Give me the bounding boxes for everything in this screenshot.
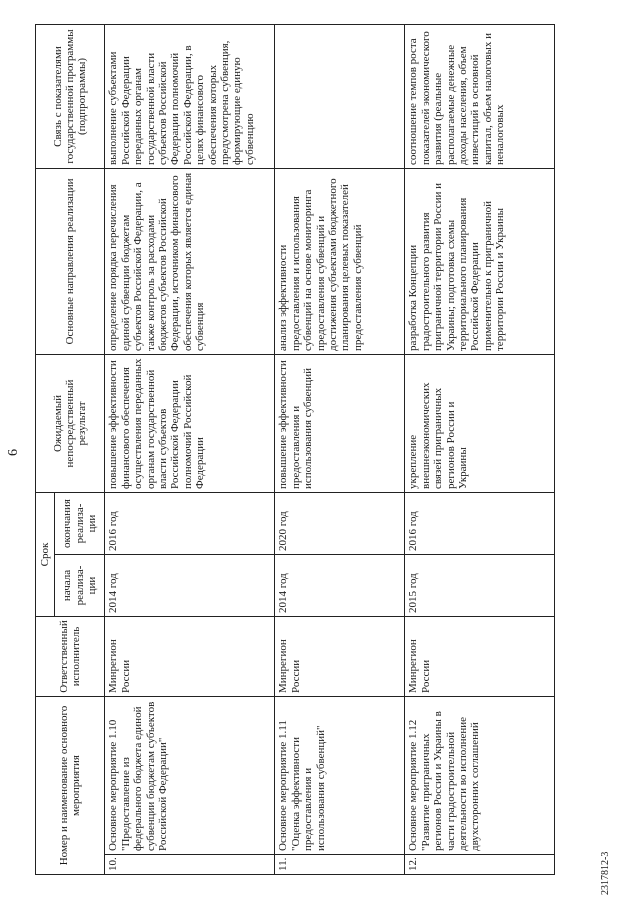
directions: анализ эффективности предоставления и использования субвенций на основе мониторинга предоставления субвенций и достижения субъектами бюджетного планирования целевых показателей предоставления субвенций bbox=[275, 169, 405, 355]
header-end: окончания реализа-ции bbox=[55, 493, 105, 555]
table-row bbox=[105, 25, 275, 875]
event-name: Основное мероприятие 1.10 "Предоставление из федерального бюджета единой субвенции бюджетам субъектов Российской Федерации" bbox=[105, 697, 275, 855]
header-link: Связь с показателями государственной программы (подпрограммы) bbox=[36, 25, 105, 169]
header-executor: Ответственный исполнитель bbox=[36, 617, 105, 697]
event-name: Основное мероприятие 1.12 "Развитие приграничных регионов России и Украины в части градостроительной деятельности во исполнение двухсторонних соглашений bbox=[405, 697, 555, 855]
page-number: 6 bbox=[6, 449, 21, 456]
end-year: 2016 год bbox=[405, 493, 555, 555]
directions: разработка Концепции градостроительного развития приграничной территории России и Украины; подготовка схемы территориального планирования Российской Федерации применительно к приграничной территории России и Украины bbox=[405, 169, 555, 355]
table-row bbox=[405, 25, 555, 875]
document-id: 2317812-3 bbox=[600, 851, 611, 895]
expected-result: повышение эффективности финансового обеспечения осуществления переданных органам государственной власти субъектов Российской Федерации полномочий Российской Федерации bbox=[105, 355, 275, 493]
header-start: начала реализа-ции bbox=[55, 555, 105, 617]
executor: Минрегион России bbox=[405, 617, 555, 697]
program-events-table bbox=[35, 24, 555, 875]
row-number: 12. bbox=[405, 855, 555, 875]
header-term: Срок bbox=[36, 493, 55, 617]
executor: Минрегион России bbox=[275, 617, 405, 697]
start-year: 2014 год bbox=[275, 555, 405, 617]
row-number: 11. bbox=[275, 855, 405, 875]
expected-result: укрепление внешнеэкономических связей приграничных регионов России и Украины bbox=[405, 355, 555, 493]
table-row bbox=[275, 25, 405, 875]
indicator-link bbox=[275, 25, 405, 169]
header-result: Ожидаемый непосредственный результат bbox=[36, 355, 105, 493]
end-year: 2020 год bbox=[275, 493, 405, 555]
directions: определение порядка перечисления единой субвенции бюджетам субъектов Российской Федерации, а также контроль за расходами бюджетов субъектов Российской Федерации, источником финансового обеспечения которых является единая субвенция bbox=[105, 169, 275, 355]
start-year: 2015 год bbox=[405, 555, 555, 617]
row-number: 10. bbox=[105, 855, 275, 875]
expected-result: повышение эффективности предоставления и использования субвенций bbox=[275, 355, 405, 493]
end-year: 2016 год bbox=[105, 493, 275, 555]
start-year: 2014 год bbox=[105, 555, 275, 617]
header-name: Номер и наименование основного мероприятия bbox=[36, 697, 105, 875]
executor: Минрегион России bbox=[105, 617, 275, 697]
event-name: Основное мероприятие 1.11 "Оценка эффективности предоставления и использования субвенций" bbox=[275, 697, 405, 855]
indicator-link: выполнение субъектами Российской Федерации переданных органам государственной власти субъектов Российской Федерации полномочий Российской Федерации, в целях финансового обеспечения которых предусмотрена субвенция, формирующие единую субвенцию bbox=[105, 25, 275, 169]
indicator-link: соотношение темпов роста показателей экономического развития (реальные располагаемые денежные доходы населения, объем инвестиций в основной капитал, объем налоговых и неналоговых bbox=[405, 25, 555, 169]
header-directions: Основные направления реализации bbox=[36, 169, 105, 355]
